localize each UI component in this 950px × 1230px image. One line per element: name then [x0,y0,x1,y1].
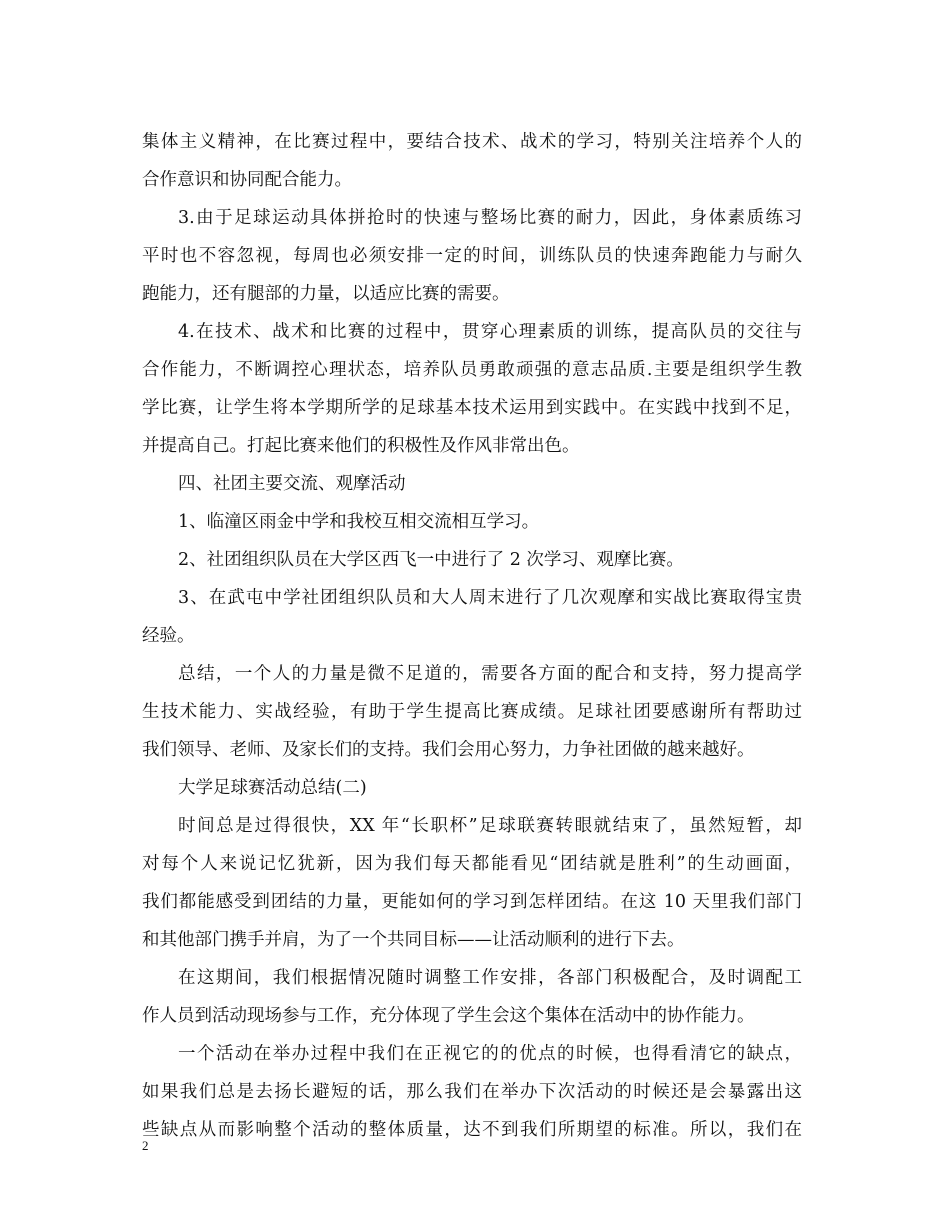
text-line: 经验。 [142,626,195,646]
text-line: 我们领导、老师、及家长们的支持。我们会用心努力，力争社团做的越来越好。 [142,740,755,760]
text-line: 跑能力，还有腿部的力量，以适应比赛的需要。 [142,284,510,304]
list-item: 3、在武屯中学社团组织队员和大人周末进行了几次观摩和实战比赛取得宝贵 [178,588,802,608]
text-line: 我们都能感受到团结的力量，更能如何的学习到怎样团结。在这 10 天里我们部门 [142,892,802,912]
text-line: 时间总是过得很快，XX 年“长职杯”足球联赛转眼就结束了，虽然短暂，却 [178,816,802,836]
text-line: 集体主义精神，在比赛过程中，要结合技术、战术的学习，特别关注培养个人的 [142,132,802,152]
text-line: 并提高自己。打起比赛来他们的积极性及作风非常出色。 [142,436,580,456]
text-line: 些缺点从而影响整个活动的整体质量，达不到我们所期望的标准。所以，我们在 [142,1120,802,1140]
text-line: 总结，一个人的力量是微不足道的，需要各方面的配合和支持，努力提高学 [178,664,802,684]
section-heading: 大学足球赛活动总结(二) [178,778,367,798]
text-line: 和其他部门携手并肩，为了一个共同目标——让活动顺利的进行下去。 [142,930,685,950]
text-line: 合作意识和协同配合能力。 [142,170,352,190]
page-number: 2 [142,1138,149,1153]
text-line: 一个活动在举办过程中我们在正视它的的优点的时候，也得看清它的缺点， [178,1044,802,1064]
text-line: 平时也不容忽视，每周也必须安排一定的时间，训练队员的快速奔跑能力与耐久 [142,246,802,266]
text-line: 生技术能力、实战经验，有助于学生提高比赛成绩。足球社团要感谢所有帮助过 [142,702,802,722]
text-line: 对每个人来说记忆犹新，因为我们每天都能看见“团结就是胜利”的生动画面， [142,854,802,874]
text-line: 4.在技术、战术和比赛的过程中，贯穿心理素质的训练，提高队员的交往与 [178,322,802,342]
text-line: 在这期间，我们根据情况随时调整工作安排，各部门积极配合，及时调配工 [178,968,802,988]
text-line: 作人员到活动现场参与工作，充分体现了学生会这个集体在活动中的协作能力。 [142,1006,755,1026]
list-item: 1、临潼区雨金中学和我校互相交流相互学习。 [178,512,540,532]
text-line: 学比赛，让学生将本学期所学的足球基本技术运用到实践中。在实践中找到不足， [142,398,802,418]
text-line: 合作能力，不断调控心理状态，培养队员勇敢顽强的意志品质.主要是组织学生教 [142,360,802,380]
section-heading: 四、社团主要交流、观摩活动 [178,474,406,494]
text-line: 3.由于足球运动具体拼抢时的快速与整场比赛的耐力，因此，身体素质练习 [178,208,802,228]
text-line: 如果我们总是去扬长避短的话，那么我们在举办下次活动的时候还是会暴露出这 [142,1082,802,1102]
list-item: 2、社团组织队员在大学区西飞一中进行了 2 次学习、观摩比赛。 [178,550,684,570]
